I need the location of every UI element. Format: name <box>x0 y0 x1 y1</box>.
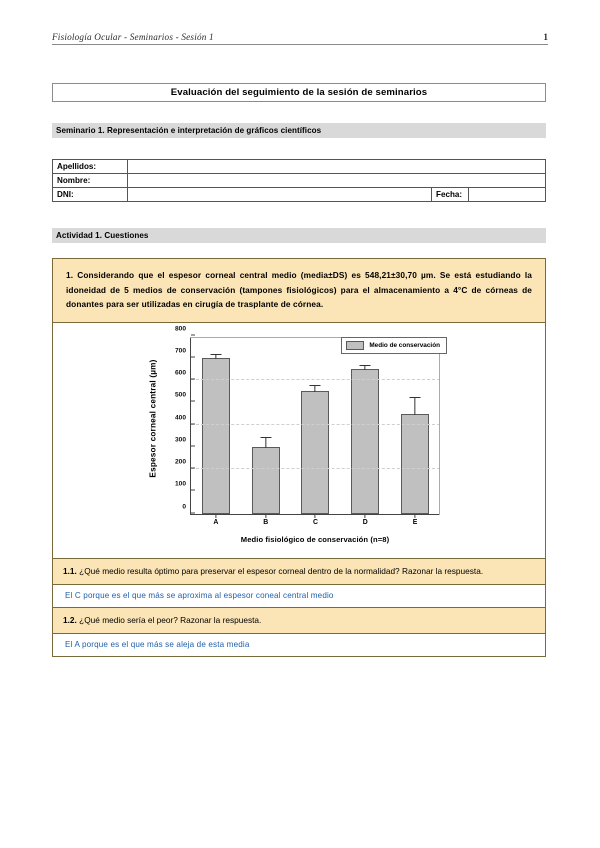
chart-error-cap <box>360 365 371 366</box>
subquestion-1-2 <box>53 608 545 634</box>
fecha-label: Fecha: <box>432 188 469 202</box>
table-row <box>53 174 546 188</box>
identity-table <box>52 159 546 202</box>
chart-y-tick-label: 800 <box>174 325 186 333</box>
activity-block <box>52 258 546 657</box>
chart-x-tick-label: D <box>362 518 368 526</box>
table-row <box>53 160 546 174</box>
chart-x-tick-mark <box>365 514 366 518</box>
actividad-heading-label: Actividad 1. Cuestiones <box>56 231 149 240</box>
chart-error-cap <box>310 385 321 386</box>
chart-y-tick-mark <box>191 423 195 424</box>
chart-bars-group <box>191 337 440 526</box>
chart-x-tick-mark <box>265 514 266 518</box>
apellidos-label: Apellidos: <box>53 160 128 174</box>
subquestion-1-2-prefix: 1.2. <box>63 614 77 625</box>
chart-y-tick-label: 500 <box>174 391 186 399</box>
chart-x-tick-mark <box>315 514 316 518</box>
nombre-label: Nombre: <box>53 174 128 188</box>
chart-y-tick-label: 200 <box>174 458 186 466</box>
chart-y-tick-mark <box>191 512 195 513</box>
chart-bar <box>252 447 280 514</box>
chart-error-bar <box>315 386 316 392</box>
header-course-title: Fisiología Ocular - Seminarios - Sesión 1 <box>52 32 214 42</box>
chart-error-cap <box>410 397 421 398</box>
chart-error-bar <box>365 366 366 370</box>
fecha-field[interactable] <box>469 188 546 202</box>
chart-y-axis-label: Espesor corneal central (µm) <box>148 359 158 478</box>
chart-y-tick-label: 700 <box>174 347 186 355</box>
seminario-heading-label: Seminario 1. Representación e interpretación de gráficos científicos <box>56 126 322 135</box>
chart-y-tick-mark <box>191 356 195 357</box>
chart-gridline <box>191 379 440 380</box>
seminario-heading-bar <box>52 123 546 138</box>
question-1-text: 1. Considerando que el espesor corneal central medio (media±DS) es 548,21±30,70 µm. Se está estudiando la idoneidad de 5 medios de conservación (tampones fisiológicos) para el almacenamiento a 4°C de córneas de donantes para ser utilizadas en cirugía de trasplante de córnea. <box>53 259 545 323</box>
document-title: Evaluación del seguimiento de la sesión de seminarios <box>170 87 428 98</box>
chart-gridline <box>191 424 440 425</box>
chart-bar <box>301 391 329 513</box>
chart-gridline <box>191 468 440 469</box>
chart-y-tick-label: 100 <box>174 480 186 488</box>
chart-error-bar <box>265 438 266 448</box>
chart-error-bar <box>215 355 216 359</box>
chart-x-tick-label: A <box>213 518 219 526</box>
chart-bar-slot <box>390 337 440 526</box>
chart-bar <box>401 414 429 513</box>
table-row <box>53 188 546 202</box>
chart-y-tick-label: 400 <box>174 414 186 422</box>
nombre-field[interactable] <box>128 174 546 188</box>
chart-plot-area <box>174 325 440 526</box>
bar-chart <box>144 325 454 554</box>
chart-y-tick-mark <box>191 401 195 402</box>
chart-error-bar <box>414 398 415 415</box>
chart-x-tick-mark <box>215 514 216 518</box>
chart-y-tick-mark <box>191 490 195 491</box>
chart-y-tick-mark <box>191 468 195 469</box>
apellidos-field[interactable] <box>128 160 546 174</box>
chart-bar-slot <box>241 337 291 526</box>
chart-x-axis-label: Medio fisiológico de conservación (n=8) <box>240 534 390 544</box>
chart-y-tick-label: 300 <box>174 436 186 444</box>
dni-label: DNI: <box>53 188 128 202</box>
chart-error-cap <box>210 354 221 355</box>
chart-x-tick-label: E <box>412 518 418 526</box>
legend-label: Medio de conservación <box>369 341 440 349</box>
dni-field[interactable] <box>128 188 432 202</box>
actividad-heading-bar <box>52 228 546 243</box>
chart-bar <box>202 358 230 514</box>
chart-legend <box>341 337 447 354</box>
chart-container <box>53 323 545 559</box>
chart-error-cap <box>260 437 271 438</box>
chart-bar-slot <box>291 337 341 526</box>
chart-y-tick-label: 600 <box>174 369 186 377</box>
legend-swatch-icon <box>346 341 364 350</box>
chart-x-tick-label: C <box>312 518 318 526</box>
chart-x-tick-label: B <box>263 518 269 526</box>
subquestion-1-1-text: ¿Qué medio resulta óptimo para preservar el espesor corneal dentro de la normalidad? Razonar la respuesta. <box>76 565 484 576</box>
chart-x-tick-mark <box>414 514 415 518</box>
subquestion-1-2-text: ¿Qué medio sería el peor? Razonar la respuesta. <box>76 614 262 625</box>
page-header <box>52 32 548 45</box>
header-page-number: 1 <box>543 32 548 42</box>
subquestion-1-1 <box>53 559 545 585</box>
chart-bar <box>351 369 379 513</box>
chart-y-tick-label: 0 <box>182 503 186 511</box>
chart-y-tick-mark <box>191 379 195 380</box>
chart-bar-slot <box>340 337 390 526</box>
subquestion-1-1-prefix: 1.1. <box>63 565 77 576</box>
chart-y-tick-mark <box>191 334 195 335</box>
chart-bar-slot <box>191 337 241 526</box>
document-title-box <box>52 83 546 102</box>
answer-1-2[interactable]: El A porque es el que más se aleja de esta media <box>53 634 545 656</box>
answer-1-1[interactable]: El C porque es el que más se aproxima al espesor coneal central medio <box>53 585 545 608</box>
chart-y-tick-mark <box>191 445 195 446</box>
